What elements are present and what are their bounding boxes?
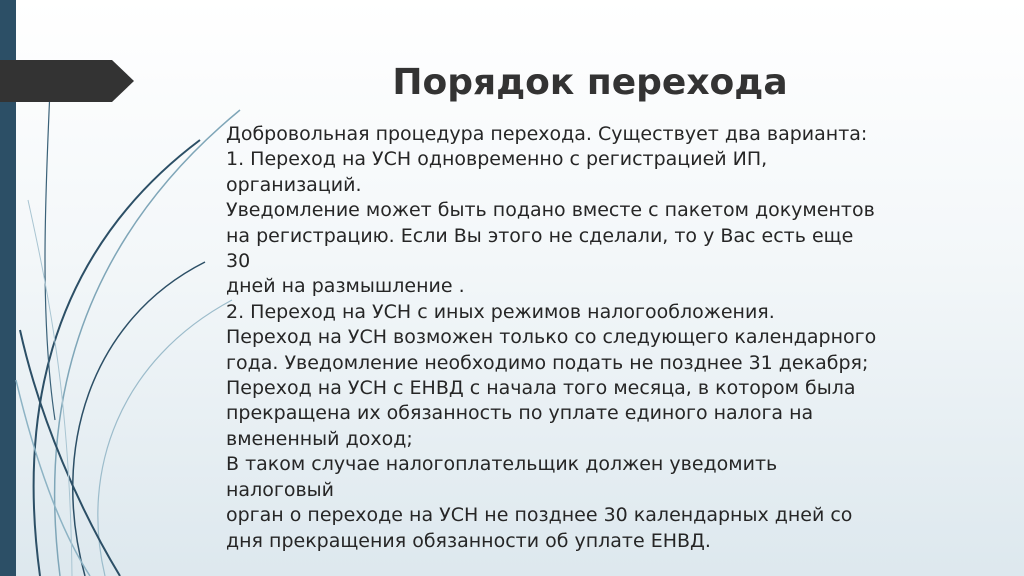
text-line: вмененный доход; (226, 427, 413, 450)
text-line: 30 (226, 250, 251, 273)
text-line: Уведомление может быть подано вместе с пакетом документов (226, 199, 875, 222)
text-line: 2. Переход на УСН с иных режимов налогообложения. (226, 300, 775, 323)
text-line: на регистрацию. Если Вы этого не сделали, то у Вас есть еще (226, 224, 854, 247)
text-line: организаций. (226, 173, 362, 196)
text-line: 1. Переход на УСН одновременно с регистрацией ИП, (226, 148, 768, 171)
text-line: прекращена их обязанность по уплате единого налога на (226, 402, 814, 425)
text-line: налоговый (226, 478, 334, 501)
text-line: В таком случае налогоплательщик должен уведомить (226, 453, 778, 476)
body-text (226, 122, 986, 554)
text-line: Добровольная процедура перехода. Существует два варианта: (226, 123, 868, 145)
text-line: дня прекращения обязанности об уплате ЕНВД. (226, 529, 711, 552)
text-line: года. Уведомление необходимо подать не позднее 31 декабря; (226, 351, 869, 374)
text-line: Переход на УСН с ЕНВД с начала того месяца, в котором была (226, 377, 856, 400)
slide-title: Порядок перехода (392, 62, 788, 103)
title-arrow-shape (0, 60, 134, 102)
text-line: Переход на УСН возможен только со следующего календарного (226, 326, 877, 349)
text-line: орган о переходе на УСН не позднее 30 календарных дней со (226, 504, 853, 527)
text-line: дней на размышление . (226, 275, 465, 298)
